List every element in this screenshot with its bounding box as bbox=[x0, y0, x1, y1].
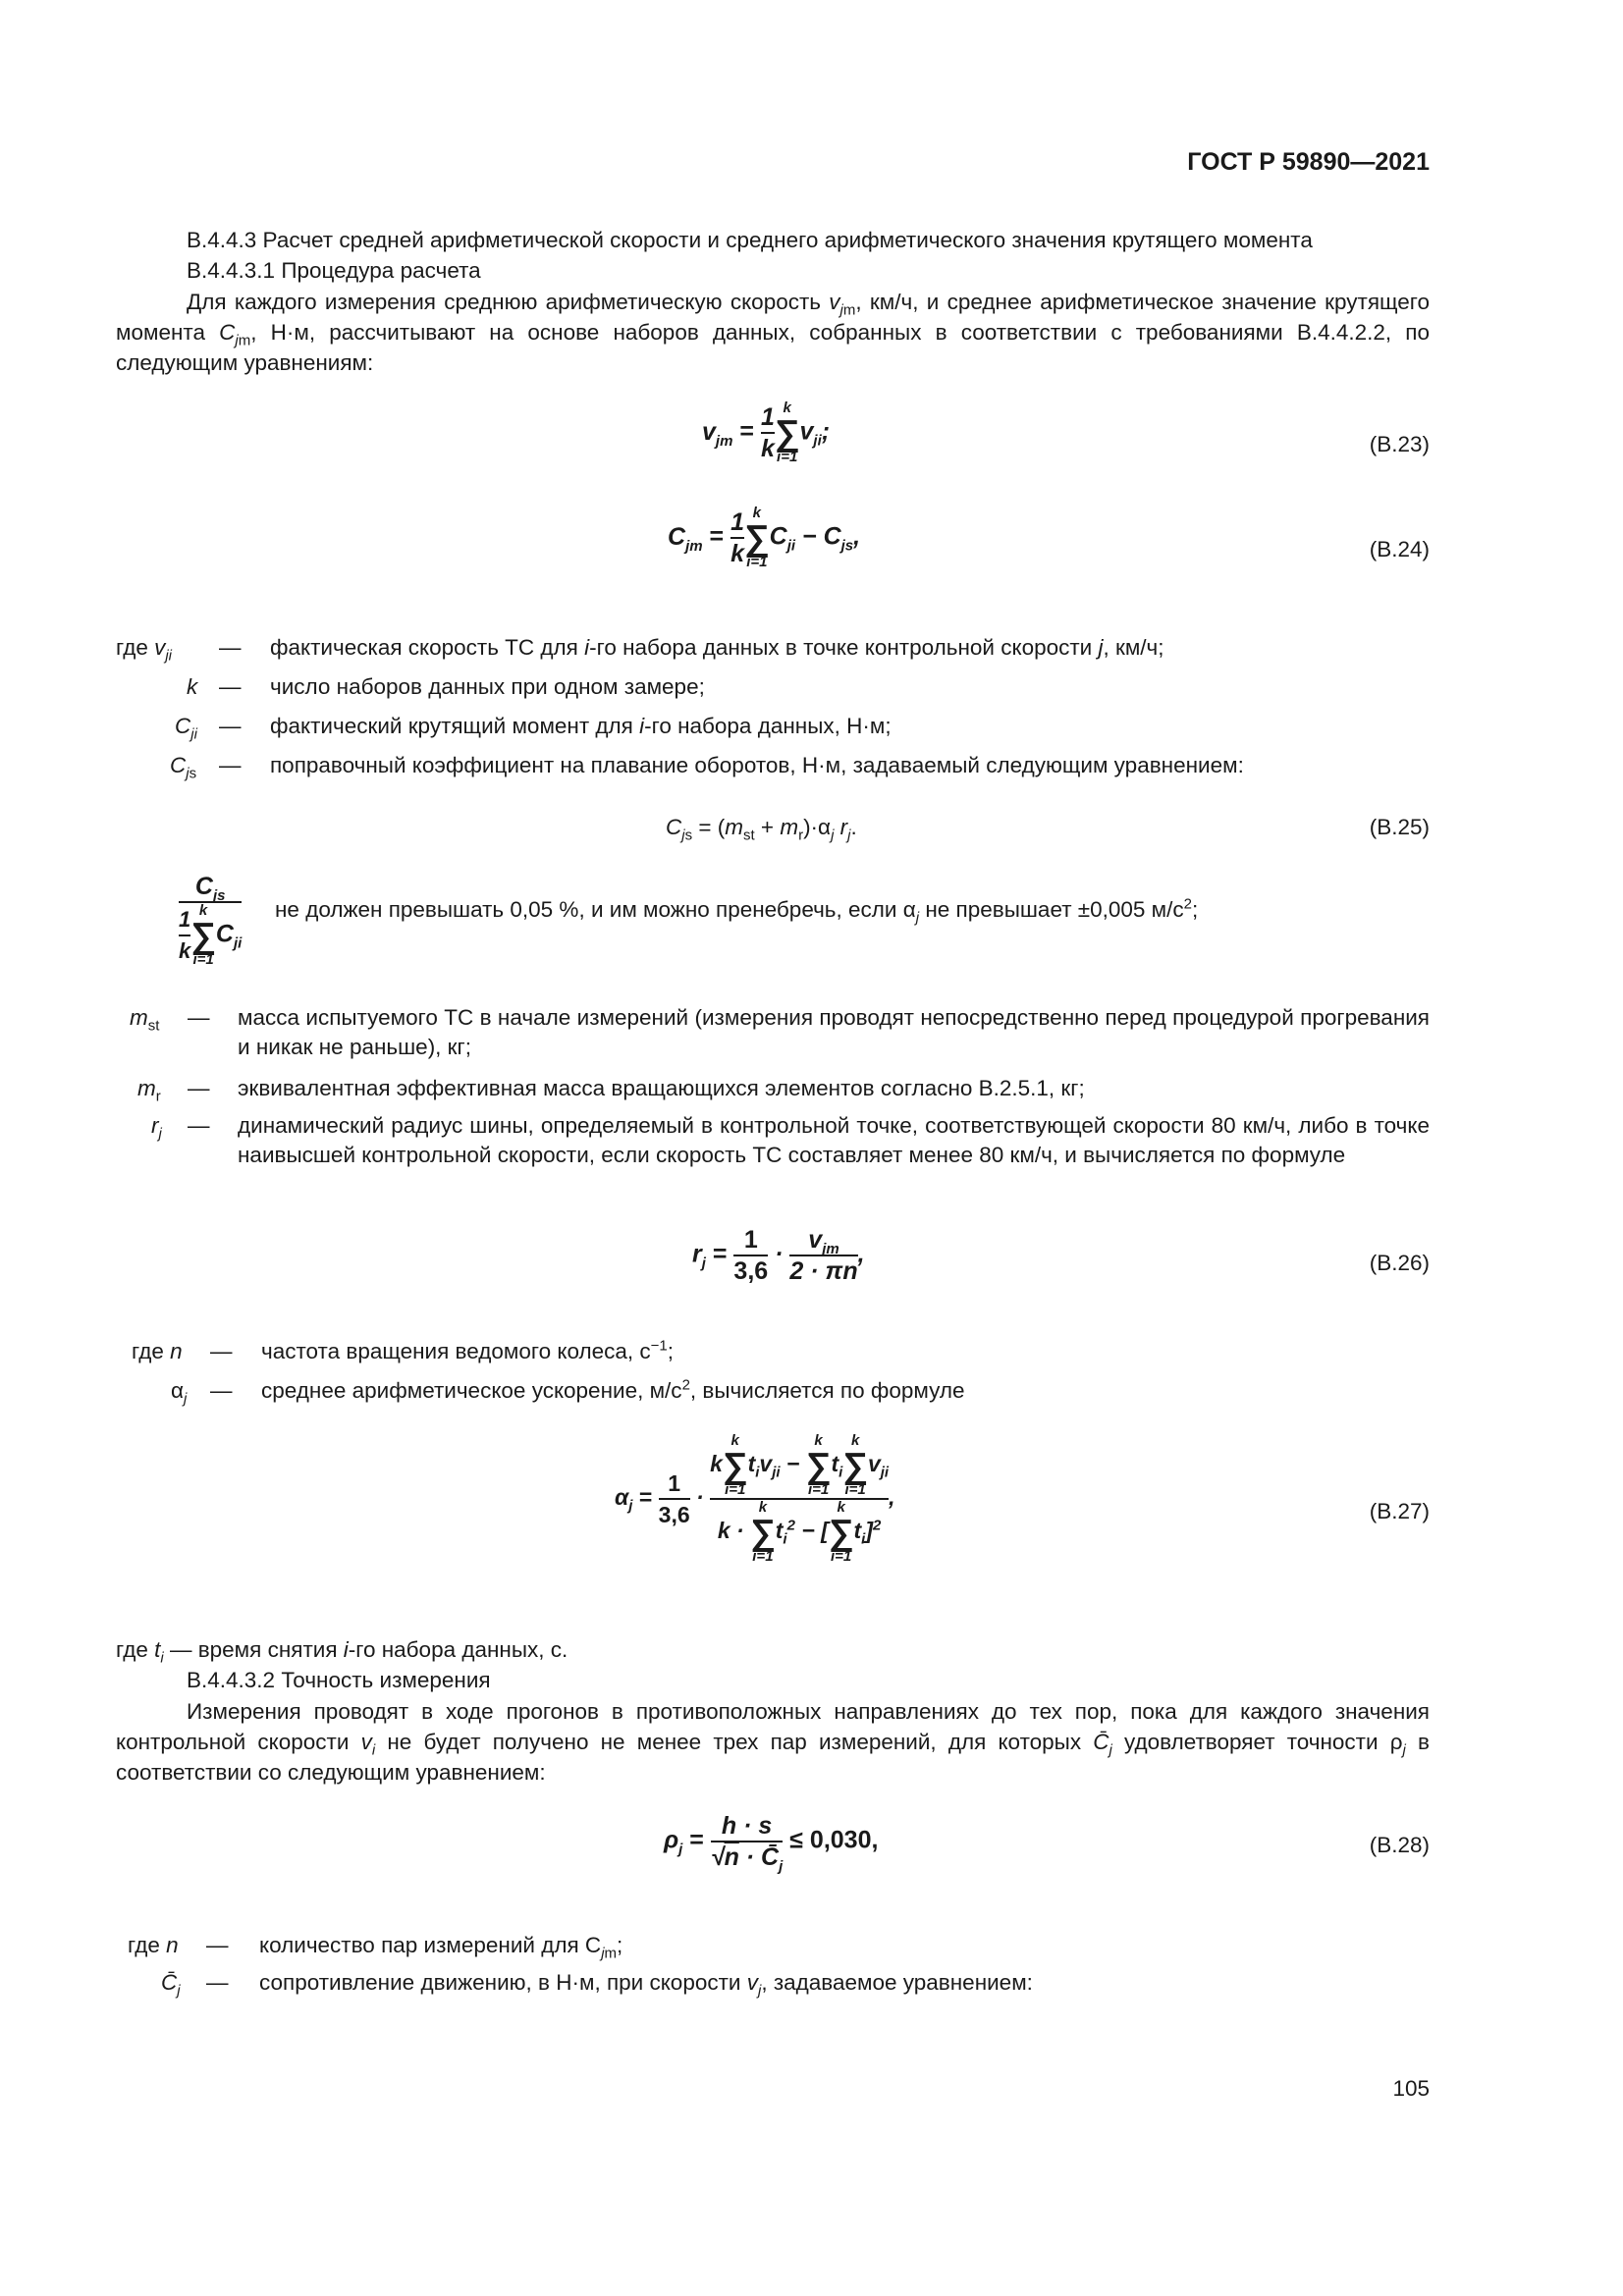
definition-term: k bbox=[187, 674, 198, 699]
definition-dash: — bbox=[219, 674, 242, 699]
b26-constant: 3,6 bbox=[733, 1255, 768, 1286]
definition-desc: динамический радиус шины, определяемый в контрольной точке, соответствующей скорости 80 км/ч, либо в точке наивысшей контрольной скорости, если скорость ТС составляет менее 80 км/ч, и вычисляется по формуле bbox=[238, 1113, 1430, 1167]
equation-number-b24: (В.24) bbox=[1369, 537, 1430, 561]
definition-desc: количество пар измерений для $C_{jm}$; bbox=[259, 1933, 623, 1962]
definition-term: $C_{js}$ bbox=[170, 753, 197, 782]
subsection-title-2: В.4.4.3.2 Точность измерения bbox=[187, 1668, 491, 1692]
definition-dash: — bbox=[210, 1378, 233, 1403]
document-id: ГОСТ Р 59890—2021 bbox=[1187, 148, 1430, 176]
definition-desc: число наборов данных при одном замере; bbox=[270, 674, 705, 699]
definition-term: где n bbox=[128, 1933, 179, 1957]
definitions-list-1 bbox=[116, 633, 1432, 790]
section-title: В.4.4.3 Расчет средней арифметической скорости и среднего арифметического значения крутящего момента bbox=[187, 228, 1313, 252]
page-number: 105 bbox=[1392, 2076, 1430, 2101]
definition-desc: масса испытуемого ТС в начале измерений (измерения проводят непосредственно перед процедурой прогревания и никак не раньше), кг; bbox=[238, 1005, 1430, 1059]
definition-dash: — bbox=[219, 635, 242, 660]
definition-desc: частота вращения ведомого колеса, $с^{-1}$; bbox=[261, 1337, 675, 1363]
definition-dash: — bbox=[219, 753, 242, 777]
definition-desc: поправочный коэффициент на плавание оборотов, Н·м, задаваемый следующим уравнением: bbox=[270, 753, 1244, 777]
equation-number-b26: (В.26) bbox=[1369, 1251, 1430, 1275]
definition-dash: — bbox=[210, 1339, 233, 1363]
definition-term: $r_j$ bbox=[151, 1113, 162, 1143]
definition-desc: фактическая скорость ТС для i-го набора данных в точке контрольной скорости j, км/ч; bbox=[270, 635, 1164, 660]
definitions-list-2 bbox=[116, 1003, 1432, 1209]
equation-b25: $C_{js} = (m_{st} + m_r)\cdot\alpha_j$ $r_j$. bbox=[666, 815, 857, 844]
ratio-fraction: $C_{js}$ $\frac{1}{k}$ k ∑ i=1 $C_{ji}$ bbox=[179, 873, 243, 968]
definition-term: $C_{ji}$ bbox=[175, 714, 197, 743]
equation-b27: $\alpha_j$ = $\frac{1}{3,6}$ · k k ∑ i=1 $t_iv_{ji}$ − k ∑ i=1 $t_i$ k ∑ i=1 $v_{ji}$ k · k ∑ i=1 $t_i^2$ − [ k ∑ i=1 $t_i]^2$ , bbox=[615, 1432, 895, 1565]
paragraph-2: Измерения проводят в ходе прогонов в противоположных направлениях до тех пор, пока для каждого значения контрольной скорости $v_i$ не будет получено не менее трех пар измерений, для которых $C̄_j$ удовлетворяет точности $\rho_j$ в соответствии со следующим уравнением: bbox=[116, 1699, 1430, 1785]
equation-b24: $C_{jm}$ = $\frac{1}{k}$ k ∑ i=1 $C_{ji} - C_{js}$, bbox=[668, 505, 861, 570]
definition-desc: эквивалентная эффективная масса вращающихся элементов согласно В.2.5.1, кг; bbox=[238, 1076, 1085, 1100]
definition-dash: — bbox=[188, 1076, 210, 1100]
definition-dash: — bbox=[206, 1933, 229, 1957]
ti-definition: где $t_i$ — время снятия i-го набора данных, с. bbox=[116, 1637, 568, 1667]
definition-term: $C̄_j$ bbox=[161, 1970, 181, 2000]
definition-term: $m_{st}$ bbox=[130, 1005, 160, 1035]
equation-b23: $v_{jm}$ = $\frac{1}{k}$ k ∑ i=1 $v_{ji}$; bbox=[702, 400, 831, 465]
definitions-list-4 bbox=[116, 1931, 1432, 2009]
definition-desc: среднее арифметическое ускорение, $м/с^2$, вычисляется по формуле bbox=[261, 1376, 965, 1403]
equation-number-b27: (В.27) bbox=[1369, 1499, 1430, 1523]
definition-desc: сопротивление движению, в Н·м, при скорости $v_j$, задаваемое уравнением: bbox=[259, 1970, 1033, 2000]
definition-term: где $v_{ji}$ bbox=[116, 635, 173, 665]
b28-constant: ≤ 0,030, bbox=[789, 1826, 879, 1854]
definitions-list-3 bbox=[116, 1337, 1432, 1415]
equation-number-b23: (В.23) bbox=[1369, 432, 1430, 456]
definition-dash: — bbox=[219, 714, 242, 738]
definition-dash: — bbox=[206, 1970, 229, 1995]
definition-dash: — bbox=[188, 1113, 210, 1138]
definition-term: где n bbox=[132, 1339, 183, 1363]
equation-number-b25: (В.25) bbox=[1369, 815, 1430, 839]
paragraph-1: Для каждого измерения среднюю арифметическую скорость $v_{jm}$, км/ч, и среднее арифметическое значение крутящего момента $C_{jm}$, Н·м, рассчитывают на основе наборов данных, собранных в соответствии с требованиями В.4.4.2.2, по следующим уравнениям: bbox=[116, 290, 1431, 375]
equation-number-b28: (В.28) bbox=[1369, 1833, 1430, 1857]
definition-term: $\alpha_j$ bbox=[171, 1378, 188, 1408]
definition-dash: — bbox=[188, 1005, 210, 1030]
subsection-title: В.4.4.3.1 Процедура расчета bbox=[187, 258, 481, 283]
equation-b26: $r_j$ = $\frac{1}{3,6}$ · $\frac{v_{jm}}{2 \cdot \pi n}$ , bbox=[692, 1226, 865, 1285]
definition-desc: фактический крутящий момент для i-го набора данных, Н·м; bbox=[270, 714, 892, 738]
definition-term: $m_r$ bbox=[137, 1076, 161, 1105]
equation-b28: $\rho_j$ = $\frac{h \cdot s}{√n \cdot C̄_j}$ ≤ 0,030, bbox=[664, 1812, 879, 1875]
ratio-note: не должен превышать 0,05 %, и им можно пренебречь, если $\alpha_j$ не превышает ±0,005 $м/с^2$; bbox=[275, 895, 1199, 927]
